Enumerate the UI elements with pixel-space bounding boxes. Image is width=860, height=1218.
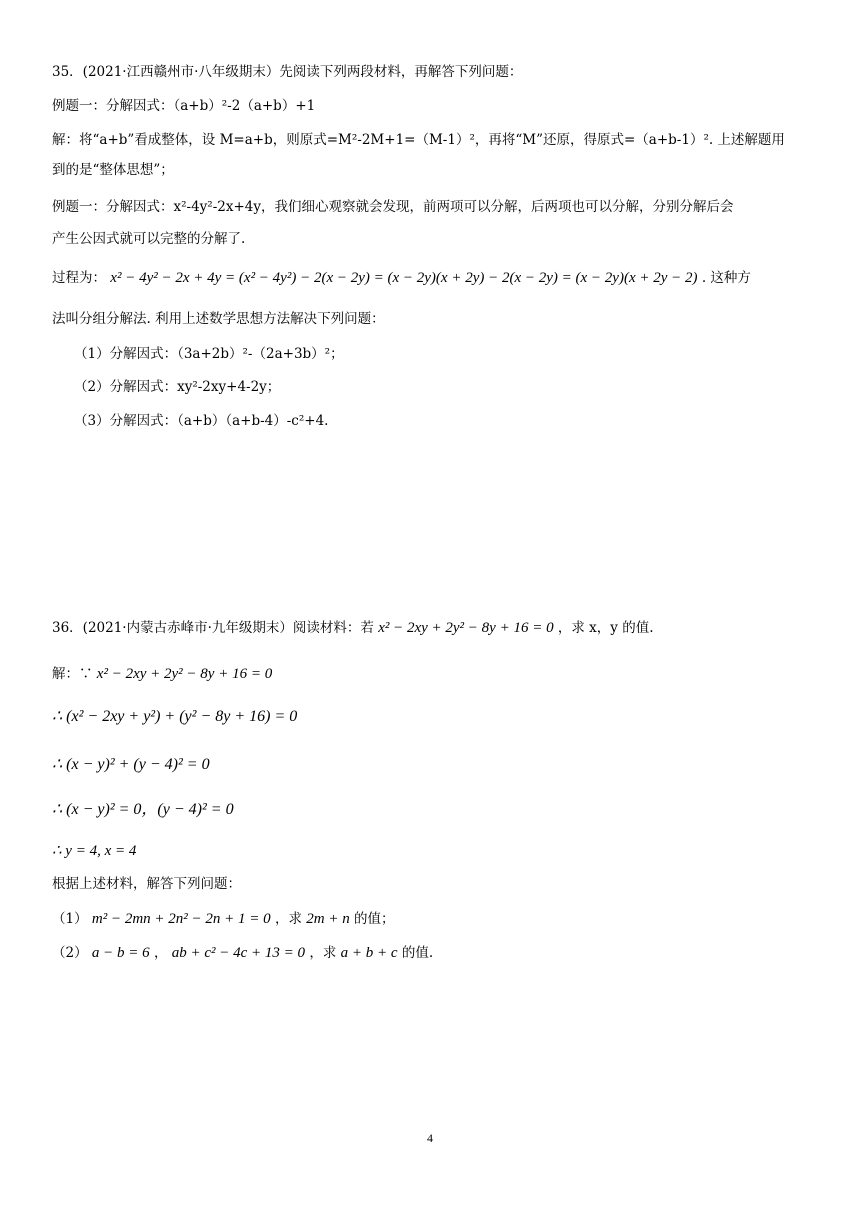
q36-solution-eq4: ∴ (x − y)² = 0，(y − 4)² = 0 — [52, 801, 234, 818]
q36-problem-1-equation: m² − 2mn + 2n² − 2n + 1 = 0 — [91, 911, 271, 927]
q36-heading-prefix: 36．(2021·内蒙古赤峰市·九年级期末）阅读材料：若 — [52, 620, 374, 636]
q36-solution-eq2: ∴ (x² − 2xy + y²) + (y² − 8y + 16) = 0 — [52, 708, 298, 725]
q36-heading — [52, 618, 654, 638]
q36-problem-2-separator: ， — [153, 945, 168, 961]
q36-problem-1-label: （1） — [52, 911, 88, 927]
q36-heading-suffix: ，求 x，y 的值. — [557, 620, 654, 636]
q36-problem-2-equation2: ab + c² − 4c + 13 = 0 — [171, 945, 306, 961]
q36-problem-2-equation1: a − b = 6 — [91, 945, 150, 961]
q35-problem-2: （2）分解因式：xy²-2xy+4-2y； — [74, 379, 281, 395]
q36-solution-prefix: 解：∵ — [52, 666, 93, 682]
q35-example1-solution-line2: 到的是“整体思想”； — [52, 162, 174, 178]
q36-problem-2 — [52, 943, 433, 963]
q35-process-prefix: 过程为： — [52, 270, 106, 286]
q36-problem-1-end: 的值； — [354, 911, 395, 927]
q35-problem-1: （1）分解因式：（3a+2b）²-（2a+3b）²； — [74, 346, 344, 362]
q35-process-math: x² − 4y² − 2x + 4y = (x² − 4y²) − 2(x − 2y) = (x − 2y)(x + 2y) − 2(x − 2y) = (x − 2y)(x + 2y − 2) — [110, 270, 698, 286]
q35-example1-title: 例题一：分解因式：（a+b）²-2（a+b）+1 — [52, 98, 316, 114]
q36-problem-1 — [52, 909, 395, 929]
page-number: 4 — [427, 1131, 433, 1145]
q36-problem-2-end: 的值. — [401, 945, 434, 961]
q36-problem-1-target: 2m + n — [306, 911, 350, 927]
q36-problem-1-mid: ，求 — [274, 911, 302, 927]
q35-problem-3: （3）分解因式：（a+b）（a+b-4）-c²+4. — [74, 413, 329, 429]
q35-process-line2: 法叫分组分解法. 利用上述数学思想方法解决下列问题： — [52, 311, 385, 327]
q35-example2-line1: 例题一：分解因式：x²-4y²-2x+4y，我们细心观察就会发现，前两项可以分解，后两项也可以分解，分别分解后会 — [52, 199, 734, 215]
q36-instruction: 根据上述材料，解答下列问题： — [52, 876, 241, 892]
q35-example2-line2: 产生公因式就可以完整的分解了. — [52, 231, 246, 247]
q35-example1-solution-line1: 解：将“a+b”看成整体，设 M=a+b，则原式=M²-2M+1=（M-1）²，再将“M”还原，得原式=（a+b-1）². 上述解题用 — [52, 132, 785, 148]
q36-solution-eq5: ∴ y = 4, x = 4 — [52, 843, 137, 859]
q36-solution-eq1: x² − 2xy + 2y² − 8y + 16 = 0 — [96, 666, 273, 682]
q36-problem-2-target: a + b + c — [340, 945, 398, 961]
q36-heading-math: x² − 2xy + 2y² − 8y + 16 = 0 — [378, 620, 554, 636]
q35-process-line — [52, 268, 751, 288]
q36-problem-2-label: （2） — [52, 945, 88, 961]
q35-heading: 35．(2021·江西赣州市·八年级期末）先阅读下列两段材料，再解答下列问题： — [52, 64, 523, 80]
q36-solution-eq3: ∴ (x − y)² + (y − 4)² = 0 — [52, 756, 210, 773]
q36-problem-2-mid: ，求 — [309, 945, 337, 961]
q36-solution-line1 — [52, 664, 272, 684]
q35-process-suffix: . 这种方 — [701, 270, 751, 286]
